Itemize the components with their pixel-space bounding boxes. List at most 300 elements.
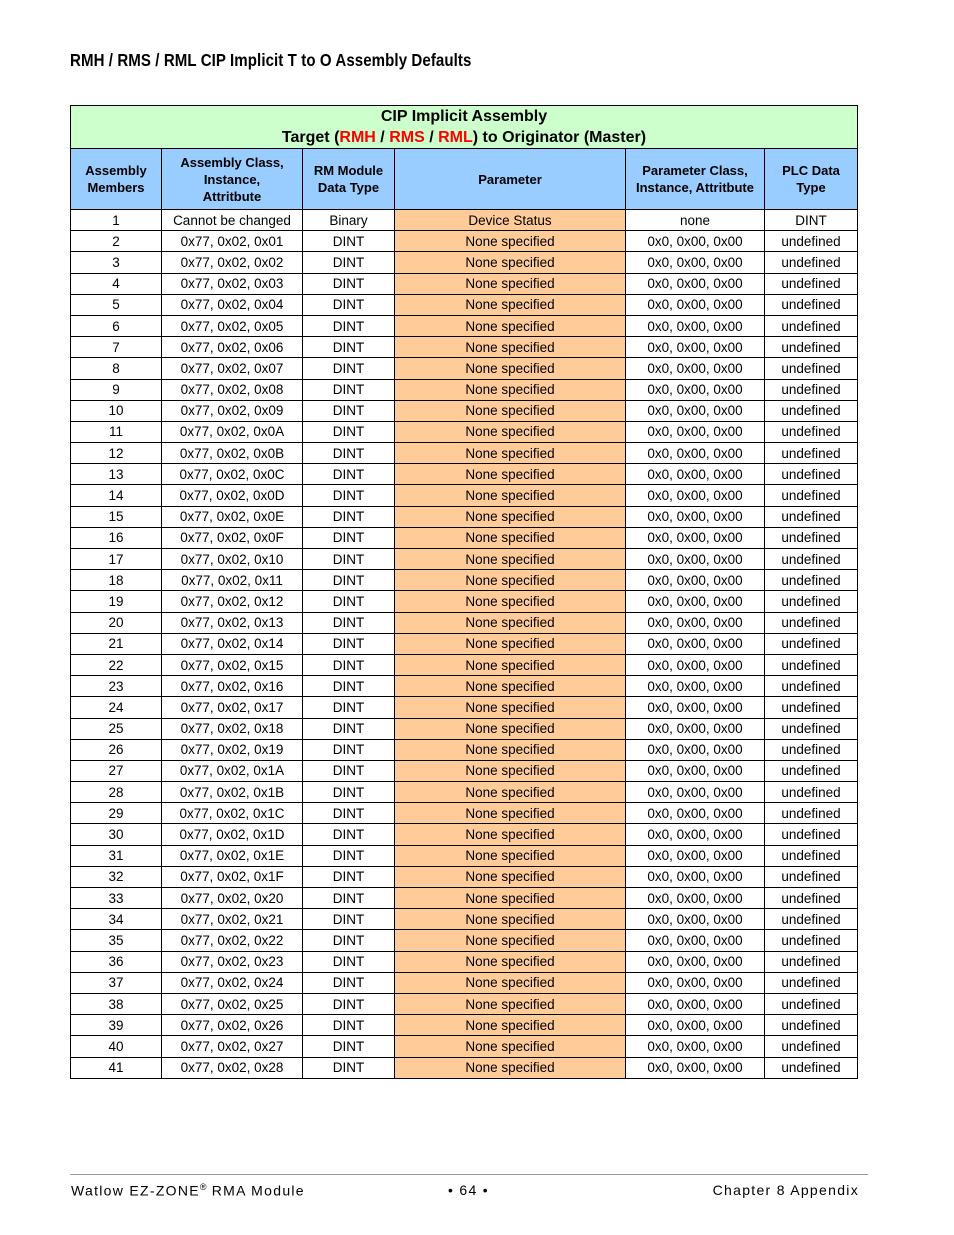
column-header: Assembly Class, Instance, Attritbute [162, 149, 303, 210]
footer-product-name: Watlow EZ-ZONE [71, 1182, 200, 1199]
member-cell: 21 [71, 633, 162, 654]
assembly-cia-cell: 0x77, 0x02, 0x26 [162, 1015, 303, 1036]
member-cell: 40 [71, 1036, 162, 1057]
member-cell: 41 [71, 1057, 162, 1078]
parameter-cia-cell: 0x0, 0x00, 0x00 [626, 612, 765, 633]
table-row [71, 337, 858, 358]
table-row [71, 485, 858, 506]
assembly-cia-cell: 0x77, 0x02, 0x21 [162, 909, 303, 930]
assembly-cia-cell: 0x77, 0x02, 0x18 [162, 718, 303, 739]
parameter-cia-cell: 0x0, 0x00, 0x00 [626, 824, 765, 845]
column-header: PLC Data Type [765, 149, 858, 210]
parameter-cell: None specified [395, 443, 626, 464]
parameter-cia-cell: 0x0, 0x00, 0x00 [626, 379, 765, 400]
table-row [71, 358, 858, 379]
parameter-cia-cell: 0x0, 0x00, 0x00 [626, 654, 765, 675]
member-cell: 9 [71, 379, 162, 400]
plc-type-cell: undefined [765, 803, 858, 824]
parameter-cia-cell: 0x0, 0x00, 0x00 [626, 972, 765, 993]
table-row [71, 570, 858, 591]
table-row [71, 845, 858, 866]
plc-type-cell: undefined [765, 782, 858, 803]
data-type-cell: DINT [303, 654, 395, 675]
parameter-cell: None specified [395, 866, 626, 887]
data-type-cell: DINT [303, 930, 395, 951]
table-row [71, 866, 858, 887]
plc-type-cell: undefined [765, 549, 858, 570]
title-rmh: RMH [339, 129, 376, 146]
parameter-cell: None specified [395, 612, 626, 633]
parameter-cell: None specified [395, 421, 626, 442]
parameter-cell: None specified [395, 1015, 626, 1036]
data-type-cell: DINT [303, 358, 395, 379]
parameter-cia-cell: 0x0, 0x00, 0x00 [626, 252, 765, 273]
table-row [71, 676, 858, 697]
assembly-cia-cell: 0x77, 0x02, 0x0B [162, 443, 303, 464]
data-type-cell: DINT [303, 485, 395, 506]
member-cell: 38 [71, 993, 162, 1014]
assembly-cia-cell: 0x77, 0x02, 0x0F [162, 527, 303, 548]
assembly-cia-cell: 0x77, 0x02, 0x16 [162, 676, 303, 697]
assembly-cia-cell: 0x77, 0x02, 0x24 [162, 972, 303, 993]
plc-type-cell: undefined [765, 1057, 858, 1078]
table-body [71, 210, 858, 1079]
table-row [71, 718, 858, 739]
parameter-cell: None specified [395, 760, 626, 781]
assembly-cia-cell: 0x77, 0x02, 0x04 [162, 294, 303, 315]
table-row [71, 506, 858, 527]
table-row [71, 909, 858, 930]
data-type-cell: DINT [303, 570, 395, 591]
parameter-cia-cell: 0x0, 0x00, 0x00 [626, 888, 765, 909]
plc-type-cell: undefined [765, 888, 858, 909]
column-header-row [71, 149, 858, 210]
title-prefix: Target ( [281, 129, 340, 146]
table-row [71, 464, 858, 485]
assembly-cia-cell: 0x77, 0x02, 0x1C [162, 803, 303, 824]
parameter-cia-cell: 0x0, 0x00, 0x00 [626, 549, 765, 570]
assembly-table [70, 105, 858, 1079]
assembly-cia-cell: 0x77, 0x02, 0x13 [162, 612, 303, 633]
parameter-cell: None specified [395, 591, 626, 612]
parameter-cia-cell: 0x0, 0x00, 0x00 [626, 591, 765, 612]
assembly-cia-cell: 0x77, 0x02, 0x0E [162, 506, 303, 527]
member-cell: 32 [71, 866, 162, 887]
parameter-cell: None specified [395, 400, 626, 421]
data-type-cell: DINT [303, 549, 395, 570]
member-cell: 22 [71, 654, 162, 675]
assembly-cia-cell: 0x77, 0x02, 0x07 [162, 358, 303, 379]
assembly-cia-cell: 0x77, 0x02, 0x1B [162, 782, 303, 803]
assembly-cia-cell: 0x77, 0x02, 0x0C [162, 464, 303, 485]
table-row [71, 782, 858, 803]
member-cell: 36 [71, 951, 162, 972]
member-cell: 2 [71, 231, 162, 252]
data-type-cell: DINT [303, 972, 395, 993]
table-title [71, 106, 858, 149]
data-type-cell: DINT [303, 315, 395, 336]
table-row [71, 379, 858, 400]
plc-type-cell: undefined [765, 464, 858, 485]
parameter-cia-cell: 0x0, 0x00, 0x00 [626, 315, 765, 336]
parameter-cell: None specified [395, 909, 626, 930]
table-row [71, 294, 858, 315]
member-cell: 19 [71, 591, 162, 612]
column-header: Parameter Class, Instance, Attritbute [626, 149, 765, 210]
parameter-cell: None specified [395, 506, 626, 527]
table-row [71, 824, 858, 845]
parameter-cell: None specified [395, 972, 626, 993]
parameter-cia-cell: 0x0, 0x00, 0x00 [626, 358, 765, 379]
parameter-cell: None specified [395, 782, 626, 803]
data-type-cell: DINT [303, 718, 395, 739]
data-type-cell: DINT [303, 273, 395, 294]
parameter-cell: None specified [395, 570, 626, 591]
assembly-cia-cell: 0x77, 0x02, 0x1E [162, 845, 303, 866]
parameter-cell: None specified [395, 315, 626, 336]
parameter-cell: None specified [395, 231, 626, 252]
table-row [71, 549, 858, 570]
plc-type-cell: undefined [765, 718, 858, 739]
parameter-cell: Device Status [395, 210, 626, 231]
assembly-cia-cell: 0x77, 0x02, 0x28 [162, 1057, 303, 1078]
member-cell: 13 [71, 464, 162, 485]
table-row [71, 273, 858, 294]
table-row [71, 210, 858, 231]
parameter-cell: None specified [395, 252, 626, 273]
parameter-cia-cell: 0x0, 0x00, 0x00 [626, 951, 765, 972]
plc-type-cell: undefined [765, 633, 858, 654]
data-type-cell: DINT [303, 782, 395, 803]
plc-type-cell: undefined [765, 866, 858, 887]
assembly-cia-cell: 0x77, 0x02, 0x20 [162, 888, 303, 909]
parameter-cell: None specified [395, 379, 626, 400]
member-cell: 31 [71, 845, 162, 866]
data-type-cell: DINT [303, 633, 395, 654]
title-rms: RMS [389, 129, 425, 146]
member-cell: 10 [71, 400, 162, 421]
data-type-cell: DINT [303, 612, 395, 633]
parameter-cia-cell: 0x0, 0x00, 0x00 [626, 760, 765, 781]
plc-type-cell: undefined [765, 400, 858, 421]
member-cell: 15 [71, 506, 162, 527]
table-title-line2 [71, 127, 857, 148]
plc-type-cell: undefined [765, 443, 858, 464]
data-type-cell: DINT [303, 443, 395, 464]
assembly-cia-cell: 0x77, 0x02, 0x17 [162, 697, 303, 718]
data-type-cell: DINT [303, 1015, 395, 1036]
data-type-cell: DINT [303, 845, 395, 866]
parameter-cia-cell: 0x0, 0x00, 0x00 [626, 506, 765, 527]
parameter-cell: None specified [395, 951, 626, 972]
plc-type-cell: undefined [765, 485, 858, 506]
parameter-cell: None specified [395, 654, 626, 675]
title-sep: / [375, 129, 390, 146]
parameter-cia-cell: 0x0, 0x00, 0x00 [626, 337, 765, 358]
plc-type-cell: undefined [765, 231, 858, 252]
parameter-cell: None specified [395, 1036, 626, 1057]
data-type-cell: DINT [303, 760, 395, 781]
assembly-cia-cell: 0x77, 0x02, 0x11 [162, 570, 303, 591]
assembly-cia-cell: 0x77, 0x02, 0x02 [162, 252, 303, 273]
member-cell: 28 [71, 782, 162, 803]
table-row [71, 972, 858, 993]
parameter-cell: None specified [395, 676, 626, 697]
parameter-cia-cell: 0x0, 0x00, 0x00 [626, 993, 765, 1014]
member-cell: 6 [71, 315, 162, 336]
plc-type-cell: undefined [765, 591, 858, 612]
data-type-cell: DINT [303, 591, 395, 612]
assembly-cia-cell: 0x77, 0x02, 0x05 [162, 315, 303, 336]
data-type-cell: DINT [303, 337, 395, 358]
parameter-cell: None specified [395, 527, 626, 548]
plc-type-cell: undefined [765, 697, 858, 718]
plc-type-cell: undefined [765, 1015, 858, 1036]
parameter-cia-cell: 0x0, 0x00, 0x00 [626, 1036, 765, 1057]
title-suffix: ) to Originator (Master) [472, 129, 647, 146]
assembly-cia-cell: 0x77, 0x02, 0x23 [162, 951, 303, 972]
plc-type-cell: undefined [765, 993, 858, 1014]
parameter-cell: None specified [395, 718, 626, 739]
plc-type-cell: undefined [765, 379, 858, 400]
table-row [71, 930, 858, 951]
plc-type-cell: undefined [765, 358, 858, 379]
table-row [71, 1015, 858, 1036]
parameter-cia-cell: 0x0, 0x00, 0x00 [626, 782, 765, 803]
parameter-cell: None specified [395, 1057, 626, 1078]
assembly-cia-cell: 0x77, 0x02, 0x08 [162, 379, 303, 400]
table-row [71, 252, 858, 273]
member-cell: 24 [71, 697, 162, 718]
assembly-cia-cell: 0x77, 0x02, 0x0D [162, 485, 303, 506]
member-cell: 23 [71, 676, 162, 697]
parameter-cell: None specified [395, 633, 626, 654]
assembly-cia-cell: 0x77, 0x02, 0x10 [162, 549, 303, 570]
parameter-cia-cell: 0x0, 0x00, 0x00 [626, 697, 765, 718]
assembly-cia-cell: 0x77, 0x02, 0x22 [162, 930, 303, 951]
table-row [71, 654, 858, 675]
assembly-cia-cell: 0x77, 0x02, 0x03 [162, 273, 303, 294]
table-row [71, 315, 858, 336]
parameter-cia-cell: 0x0, 0x00, 0x00 [626, 421, 765, 442]
footer-product [71, 1182, 305, 1199]
parameter-cia-cell: 0x0, 0x00, 0x00 [626, 633, 765, 654]
member-cell: 26 [71, 739, 162, 760]
data-type-cell: DINT [303, 1057, 395, 1078]
plc-type-cell: undefined [765, 273, 858, 294]
parameter-cell: None specified [395, 739, 626, 760]
parameter-cia-cell: 0x0, 0x00, 0x00 [626, 930, 765, 951]
member-cell: 39 [71, 1015, 162, 1036]
footer-module: RMA Module [206, 1182, 305, 1199]
parameter-cia-cell: 0x0, 0x00, 0x00 [626, 527, 765, 548]
data-type-cell: DINT [303, 676, 395, 697]
member-cell: 30 [71, 824, 162, 845]
table-row [71, 803, 858, 824]
member-cell: 20 [71, 612, 162, 633]
title-rml: RML [438, 129, 473, 146]
member-cell: 11 [71, 421, 162, 442]
parameter-cia-cell: 0x0, 0x00, 0x00 [626, 739, 765, 760]
plc-type-cell: undefined [765, 527, 858, 548]
data-type-cell: DINT [303, 951, 395, 972]
parameter-cell: None specified [395, 294, 626, 315]
data-type-cell: DINT [303, 379, 395, 400]
table-row [71, 1036, 858, 1057]
data-type-cell: DINT [303, 506, 395, 527]
data-type-cell: DINT [303, 824, 395, 845]
plc-type-cell: undefined [765, 421, 858, 442]
table-row [71, 231, 858, 252]
parameter-cia-cell: 0x0, 0x00, 0x00 [626, 845, 765, 866]
parameter-cia-cell: 0x0, 0x00, 0x00 [626, 676, 765, 697]
data-type-cell: DINT [303, 400, 395, 421]
parameter-cia-cell: 0x0, 0x00, 0x00 [626, 294, 765, 315]
table-row [71, 527, 858, 548]
data-type-cell: DINT [303, 231, 395, 252]
data-type-cell: DINT [303, 252, 395, 273]
member-cell: 4 [71, 273, 162, 294]
member-cell: 12 [71, 443, 162, 464]
parameter-cell: None specified [395, 845, 626, 866]
column-header: RM Module Data Type [303, 149, 395, 210]
plc-type-cell: undefined [765, 739, 858, 760]
assembly-cia-cell: 0x77, 0x02, 0x15 [162, 654, 303, 675]
member-cell: 27 [71, 760, 162, 781]
plc-type-cell: DINT [765, 210, 858, 231]
parameter-cia-cell: 0x0, 0x00, 0x00 [626, 231, 765, 252]
member-cell: 25 [71, 718, 162, 739]
parameter-cia-cell: 0x0, 0x00, 0x00 [626, 803, 765, 824]
table-row [71, 443, 858, 464]
plc-type-cell: undefined [765, 1036, 858, 1057]
assembly-cia-cell: 0x77, 0x02, 0x14 [162, 633, 303, 654]
member-cell: 1 [71, 210, 162, 231]
data-type-cell: DINT [303, 888, 395, 909]
member-cell: 35 [71, 930, 162, 951]
plc-type-cell: undefined [765, 315, 858, 336]
assembly-cia-cell: Cannot be changed [162, 210, 303, 231]
parameter-cell: None specified [395, 273, 626, 294]
member-cell: 5 [71, 294, 162, 315]
table-row [71, 697, 858, 718]
data-type-cell: Binary [303, 210, 395, 231]
assembly-cia-cell: 0x77, 0x02, 0x25 [162, 993, 303, 1014]
plc-type-cell: undefined [765, 824, 858, 845]
assembly-cia-cell: 0x77, 0x02, 0x19 [162, 739, 303, 760]
data-type-cell: DINT [303, 697, 395, 718]
plc-type-cell: undefined [765, 654, 858, 675]
parameter-cia-cell: 0x0, 0x00, 0x00 [626, 464, 765, 485]
data-type-cell: DINT [303, 1036, 395, 1057]
assembly-cia-cell: 0x77, 0x02, 0x1D [162, 824, 303, 845]
parameter-cia-cell: none [626, 210, 765, 231]
member-cell: 3 [71, 252, 162, 273]
parameter-cia-cell: 0x0, 0x00, 0x00 [626, 1015, 765, 1036]
registered-mark: ® [199, 1182, 207, 1192]
parameter-cia-cell: 0x0, 0x00, 0x00 [626, 866, 765, 887]
table-row [71, 951, 858, 972]
data-type-cell: DINT [303, 421, 395, 442]
plc-type-cell: undefined [765, 252, 858, 273]
plc-type-cell: undefined [765, 676, 858, 697]
parameter-cell: None specified [395, 824, 626, 845]
member-cell: 8 [71, 358, 162, 379]
assembly-cia-cell: 0x77, 0x02, 0x1F [162, 866, 303, 887]
table-row [71, 591, 858, 612]
plc-type-cell: undefined [765, 570, 858, 591]
table-row [71, 888, 858, 909]
plc-type-cell: undefined [765, 506, 858, 527]
member-cell: 37 [71, 972, 162, 993]
member-cell: 33 [71, 888, 162, 909]
member-cell: 29 [71, 803, 162, 824]
parameter-cell: None specified [395, 464, 626, 485]
parameter-cell: None specified [395, 930, 626, 951]
assembly-cia-cell: 0x77, 0x02, 0x09 [162, 400, 303, 421]
assembly-cia-cell: 0x77, 0x02, 0x1A [162, 760, 303, 781]
member-cell: 17 [71, 549, 162, 570]
plc-type-cell: undefined [765, 612, 858, 633]
table-row [71, 633, 858, 654]
parameter-cell: None specified [395, 485, 626, 506]
footer-divider [70, 1174, 868, 1175]
assembly-cia-cell: 0x77, 0x02, 0x0A [162, 421, 303, 442]
table-row [71, 421, 858, 442]
column-header: Parameter [395, 149, 626, 210]
table-row [71, 612, 858, 633]
parameter-cell: None specified [395, 697, 626, 718]
assembly-cia-cell: 0x77, 0x02, 0x27 [162, 1036, 303, 1057]
plc-type-cell: undefined [765, 845, 858, 866]
plc-type-cell: undefined [765, 930, 858, 951]
footer-chapter: Chapter 8 Appendix [712, 1182, 859, 1198]
data-type-cell: DINT [303, 909, 395, 930]
table-row [71, 760, 858, 781]
table-row [71, 993, 858, 1014]
parameter-cia-cell: 0x0, 0x00, 0x00 [626, 718, 765, 739]
assembly-cia-cell: 0x77, 0x02, 0x06 [162, 337, 303, 358]
parameter-cia-cell: 0x0, 0x00, 0x00 [626, 1057, 765, 1078]
member-cell: 14 [71, 485, 162, 506]
assembly-cia-cell: 0x77, 0x02, 0x12 [162, 591, 303, 612]
parameter-cell: None specified [395, 803, 626, 824]
parameter-cia-cell: 0x0, 0x00, 0x00 [626, 273, 765, 294]
data-type-cell: DINT [303, 993, 395, 1014]
data-type-cell: DINT [303, 803, 395, 824]
data-type-cell: DINT [303, 464, 395, 485]
table-title-line1: CIP Implicit Assembly [380, 108, 548, 125]
member-cell: 18 [71, 570, 162, 591]
parameter-cell: None specified [395, 888, 626, 909]
title-sep: / [424, 129, 439, 146]
member-cell: 7 [71, 337, 162, 358]
footer-page-number: • 64 • [448, 1182, 489, 1198]
table-row [71, 739, 858, 760]
column-header: Assembly Members [71, 149, 162, 210]
plc-type-cell: undefined [765, 337, 858, 358]
assembly-cia-cell: 0x77, 0x02, 0x01 [162, 231, 303, 252]
parameter-cell: None specified [395, 993, 626, 1014]
parameter-cia-cell: 0x0, 0x00, 0x00 [626, 909, 765, 930]
member-cell: 34 [71, 909, 162, 930]
parameter-cia-cell: 0x0, 0x00, 0x00 [626, 443, 765, 464]
parameter-cell: None specified [395, 358, 626, 379]
page-heading: RMH / RMS / RML CIP Implicit T to O Assembly Defaults [70, 50, 472, 70]
parameter-cia-cell: 0x0, 0x00, 0x00 [626, 570, 765, 591]
plc-type-cell: undefined [765, 760, 858, 781]
plc-type-cell: undefined [765, 294, 858, 315]
